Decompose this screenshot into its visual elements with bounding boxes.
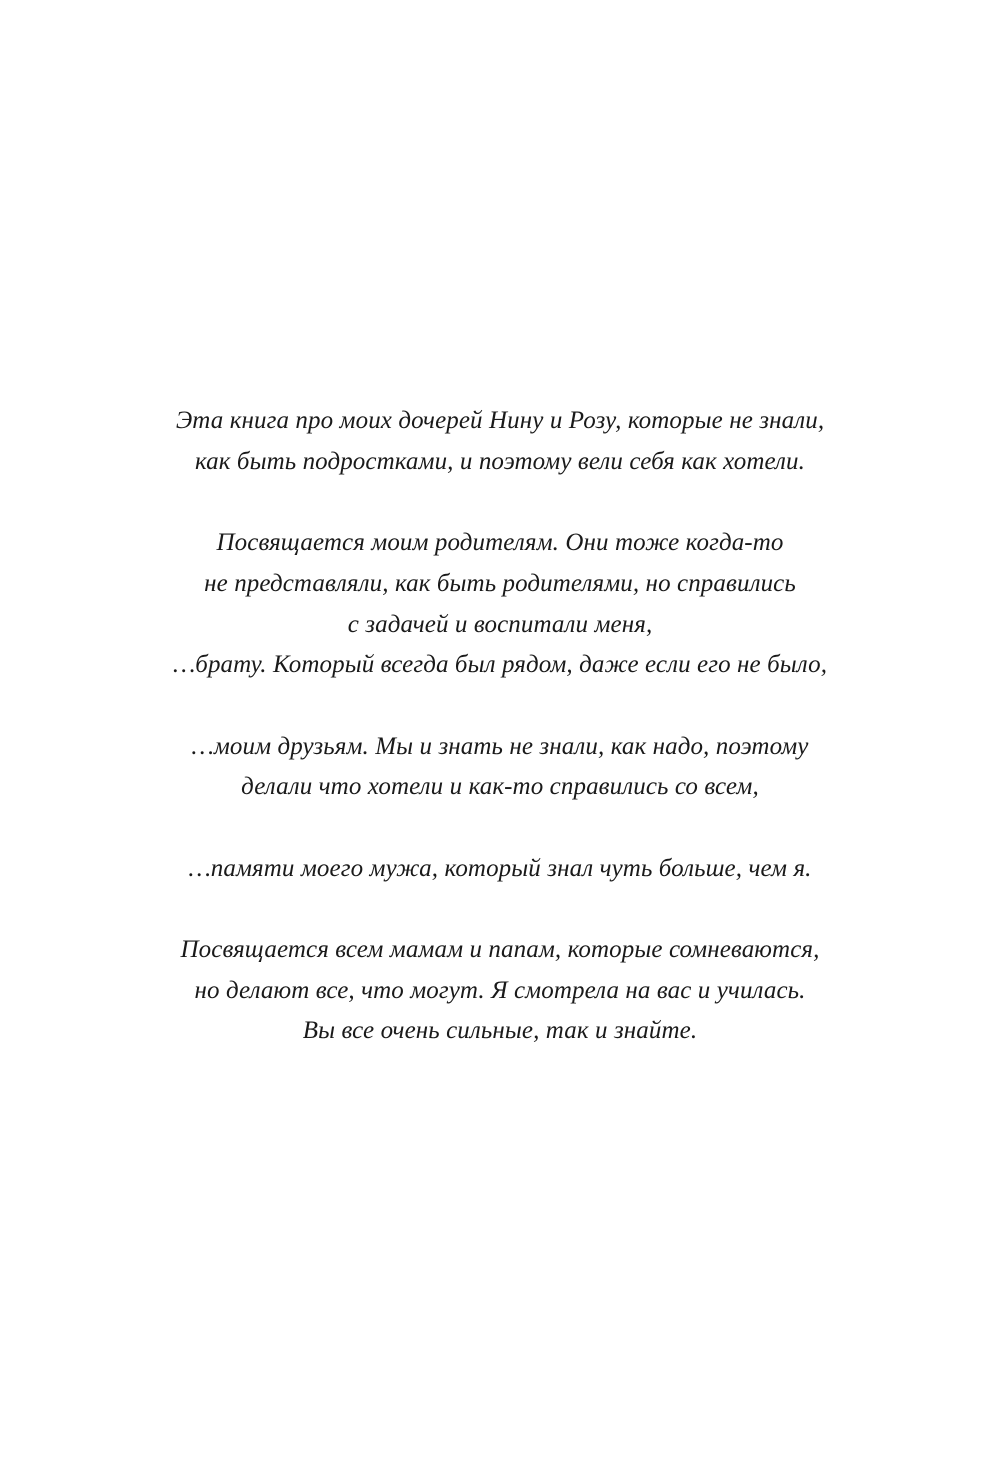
dedication-line: делали что хотели и как-то справились со всем,: [241, 773, 759, 801]
dedication-line: Посвящается моим родителям. Они тоже когда-то: [216, 529, 784, 557]
dedication-paragraph-parents: [0, 523, 1000, 686]
dedication-line: Вы все очень сильные, так и знайте.: [302, 1017, 698, 1045]
dedication-paragraph-daughters: [0, 401, 1000, 482]
dedication-line: с задачей и воспитали меня,: [347, 610, 653, 638]
dedication-line: …памяти моего мужа, который знал чуть больше, чем я.: [188, 854, 812, 882]
dedication-line: Эта книга про моих дочерей Нину и Розу, которые не знали,: [175, 407, 825, 434]
dedication-text: [0, 401, 1000, 1052]
dedication-paragraph-friends: [0, 727, 1000, 808]
dedication-line: как быть подростками, и поэтому вели себя как хотели.: [194, 447, 805, 475]
dedication-line: но делают все, что могут. Я смотрела на вас и училась.: [194, 976, 806, 1004]
dedication-line: Посвящается всем мамам и папам, которые сомневаются,: [180, 936, 820, 964]
dedication-line: …брату. Который всегда был рядом, даже если его не было,: [172, 651, 828, 679]
dedication-paragraph-husband: [0, 849, 1000, 890]
dedication-line: не представляли, как быть родителями, но справились: [204, 569, 796, 597]
dedication-line: …моим друзьям. Мы и знать не знали, как надо, поэтому: [191, 732, 809, 760]
dedication-paragraph-parents-everywhere: [0, 930, 1000, 1052]
